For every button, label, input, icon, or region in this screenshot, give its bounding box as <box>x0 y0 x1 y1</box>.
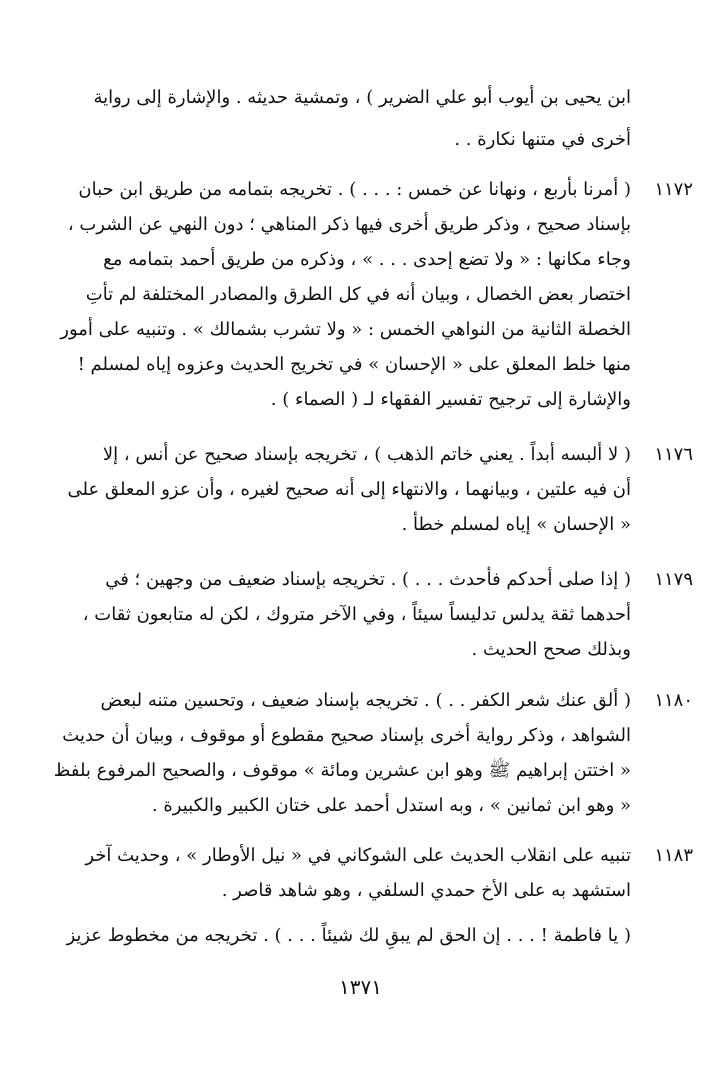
entry-line <box>0 172 721 208</box>
intro-line: أخرى في متنها نكارة . . <box>454 129 631 150</box>
entry-line: بإسناد صحيح ، وذكر طريق أخرى فيها ذكر المناهي ؛ دون النهي عن الشرب ، <box>67 214 631 235</box>
entry-line: الخصلة الثانية من النواهي الخمس : « ولا تشرب بشمالك » . وتنبيه على أمور <box>60 319 631 340</box>
entry-text: ( إذا صلى أحدكم فأحدث . . . ) . تخريجه بإسناد ضعيف من وجهين ؛ في <box>105 569 631 590</box>
entry-line: والإشارة إلى ترجيح تفسير الفقهاء لـ ( الصماء ) . <box>270 389 631 410</box>
entry-line: وجاء مكانها : « ولا تضع إحدى . . . » ، وذكره من طريق أحمد بتمامه مع <box>103 249 631 270</box>
entry-line: الشواهد ، وذكر رواية أخرى بإسناد صحيح مقطوع أو موقوف ، وبيان أن حديث <box>62 725 631 746</box>
entry-line: استشهد به على الأخ حمدي السلفي ، وهو شاهد قاصر . <box>221 880 631 901</box>
entry-line <box>0 683 721 719</box>
entry-text: ( ألق عنك شعر الكفر . . ) . تخريجه بإسناد ضعيف ، وتحسين متنه لبعض <box>100 690 631 711</box>
entry-line <box>0 838 721 874</box>
entry-number: ١١٧٢ <box>654 179 693 200</box>
entry-number: ١١٧٦ <box>654 444 693 465</box>
entry-text: تنبيه على انقلاب الحديث على الشوكاني في « نيل الأوطار » ، وحديث آخر <box>85 845 631 866</box>
entry-line: « الإحسان » إياه لمسلم خطأ . <box>401 514 631 535</box>
entry-line: أحدهما ثقة يدلس تدليساً سيئاً ، وفي الآخر متروك ، لكن له متابعون ثقات ، <box>82 604 631 625</box>
entry-number: ١١٨٠ <box>654 690 693 711</box>
entry-text: ( أمرنا بأربع ، ونهانا عن خمس : . . . ) . تخريجه بتمامه من طريق ابن حبان <box>78 179 631 200</box>
entry-number: ١١٧٩ <box>654 569 693 590</box>
trailing-line: ( يا فاطمة ! . . . إن الحق لم يبقِ لك شيئاً . . . ) . تخريجه من مخطوط عزيز <box>66 925 631 946</box>
entry-number: ١١٨٣ <box>654 845 693 866</box>
entry-line: اختصار بعض الخصال ، وبيان أنه في كل الطرق والمصادر المختلفة لم تأتِ <box>85 284 631 305</box>
entry-line: « اختتن إبراهيم ﷺ وهو ابن عشرين ومائة » موقوف ، والصحيح المرفوع بلفظ <box>53 760 631 781</box>
intro-line: ابن يحيى بن أيوب أبو علي الضرير ) ، وتمشية حديثه . والإشارة إلى رواية <box>93 87 631 108</box>
page-number: ١٣٧١ <box>339 975 382 999</box>
entry-line: منها خلط المعلق على « الإحسان » في تخريج الحديث وعزوه إياه لمسلم ! <box>77 354 631 375</box>
entry-line: أن فيه علتين ، وبيانهما ، والانتهاء إلى أنه صحيح لغيره ، وأن عزو المعلق على <box>67 479 631 500</box>
entry-line: « وهو ابن ثمانين » ، وبه استدل أحمد على ختان الكبير والكبيرة . <box>151 795 631 816</box>
entry-line <box>0 437 721 473</box>
entry-text: ( لا ألبسه أبداً . يعني خاتم الذهب ) ، تخريجه بإسناد صحيح عن أنس ، إلا <box>102 444 631 465</box>
entry-line: وبذلك صحح الحديث . <box>471 639 631 660</box>
entry-line <box>0 562 721 598</box>
